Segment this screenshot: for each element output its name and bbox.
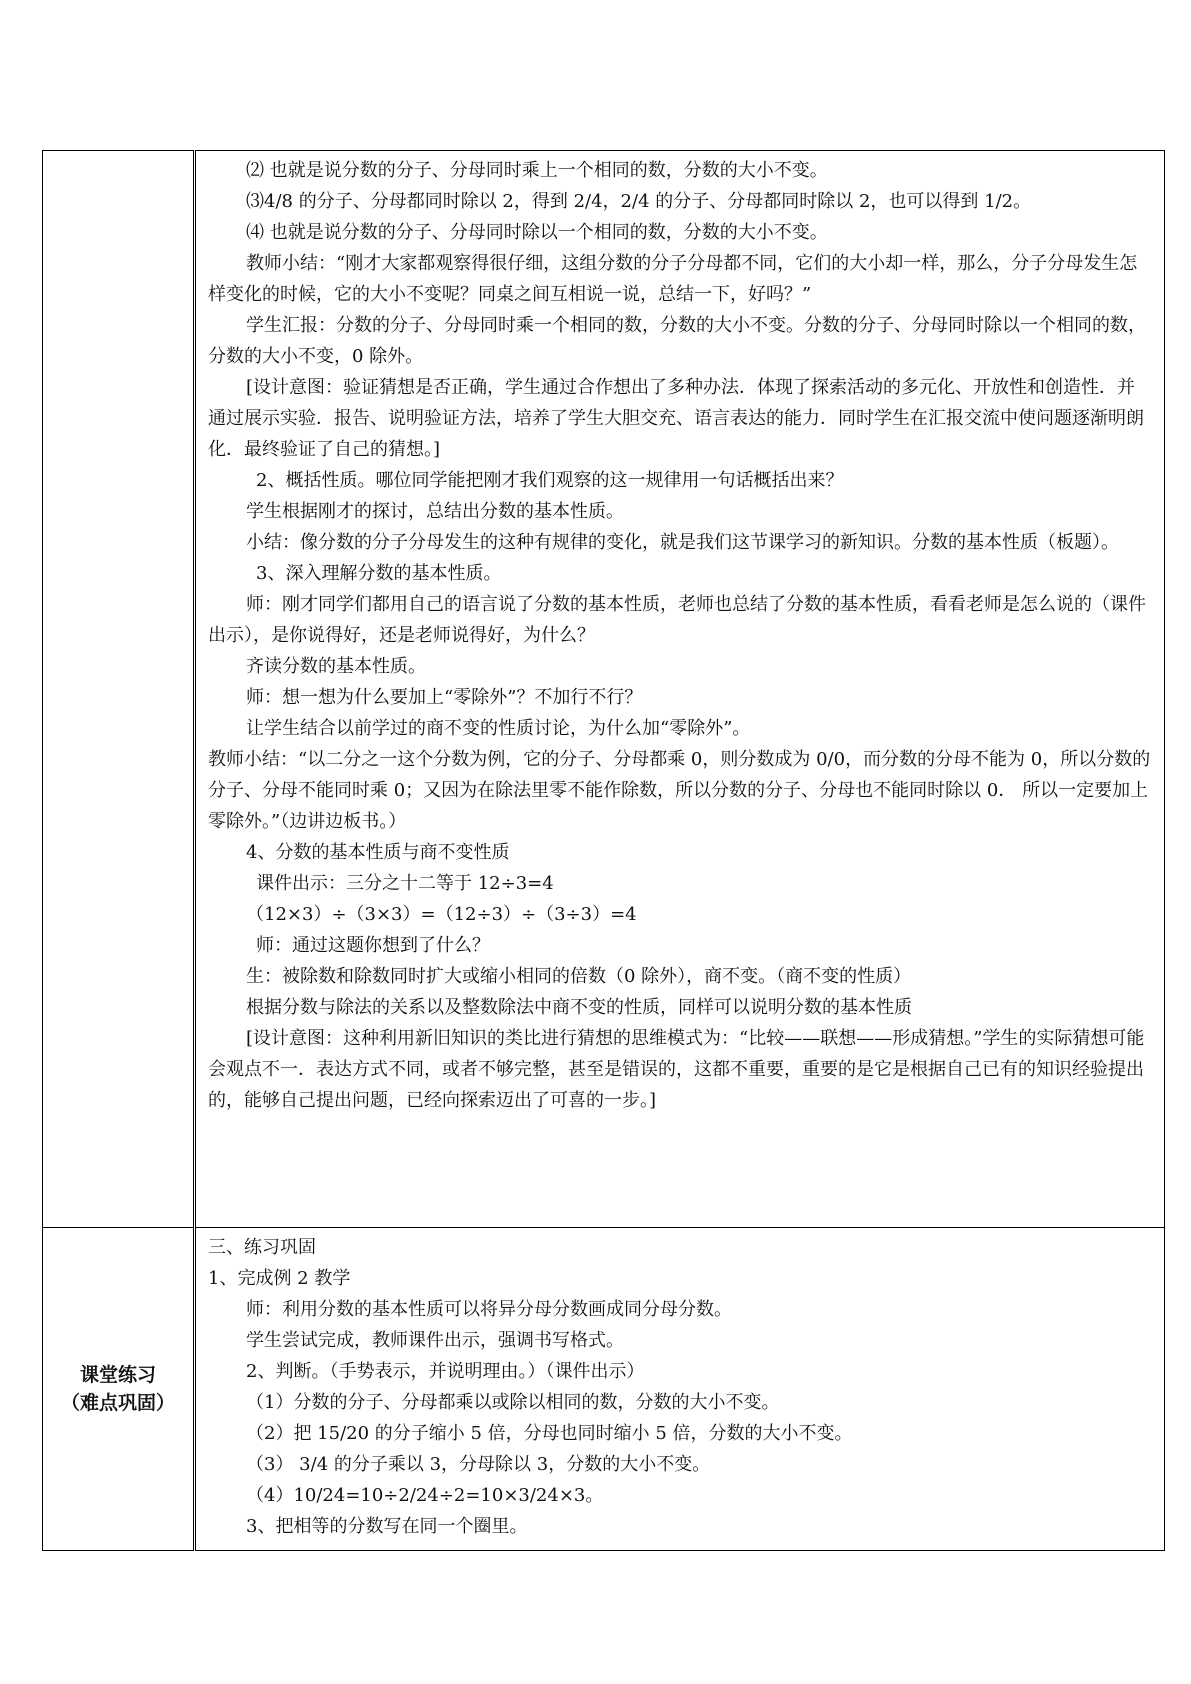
paragraph-line: （12×3）÷（3×3）=（12÷3）÷（3÷3）=4 [246, 904, 637, 925]
paragraph-line: [设计意图：这种利用新旧知识的类比进行猜想的思维模式为：“比较——联想——形成猜想。”学生的实际猜想可能会观点不一．表达方式不同，或者不够完整，甚至是错误的，这都不重要，重要的是它是根据自己已有的知识经验提出的，能够自己提出问题，已经向探索迈出了可喜的一步。] [208, 1028, 1145, 1111]
paragraph-line: （4）10/24=10÷2/24÷2=10×3/24×3。 [246, 1485, 604, 1506]
table-row [43, 151, 1165, 1228]
paragraph-line: ⑵ 也就是说分数的分子、分母同时乘上一个相同的数，分数的大小不变。 [246, 160, 828, 181]
paragraph-line: 学生尝试完成，教师课件出示，强调书写格式。 [246, 1330, 624, 1351]
paragraph-line: 齐读分数的基本性质。 [246, 656, 426, 677]
paragraph-line: 师：利用分数的基本性质可以将异分母分数画成同分母分数。 [246, 1299, 732, 1320]
paragraph-line: 教师小结：“刚才大家都观察得很仔细，这组分数的分子分母都不同，它们的大小却一样，那么，分子分母发生怎样变化的时候，它的大小不变呢？同桌之间互相说一说，总结一下，好吗？” [208, 253, 1138, 305]
paragraph-line: 教师小结：“以二分之一这个分数为例，它的分子、分母都乘 0，则分数成为 0/0，而分数的分母不能为 0，所以分数的分子、分母不能同时乘 0；又因为在除法里零不能作除数，所以分数的分子、分母也不能同时除以 0． 所以一定要加上零除外。”（边讲边板书。） [208, 749, 1151, 832]
paragraph-line: 师：通过这题你想到了什么？ [256, 935, 490, 956]
paragraph-line: 根据分数与除法的关系以及整数除法中商不变的性质，同样可以说明分数的基本性质 [246, 997, 912, 1018]
paragraph-line: （1）分数的分子、分母都乘以或除以相同的数，分数的大小不变。 [246, 1392, 780, 1413]
paragraph-line: 师：想一想为什么要加上“零除外”？不加行不行？ [246, 687, 643, 708]
paragraph-line: 小结：像分数的分子分母发生的这种有规律的变化，就是我们这节课学习的新知识。分数的基本性质（板题）。 [246, 532, 1119, 553]
paragraph-line: 三、练习巩固 [208, 1237, 316, 1258]
row-label-cell [43, 151, 195, 1228]
lesson-content-cell [195, 151, 1165, 1228]
lesson-plan-table [42, 150, 1165, 1551]
paragraph-line: 3、深入理解分数的基本性质。 [256, 563, 502, 584]
paragraph-line: ⑷ 也就是说分数的分子、分母同时除以一个相同的数，分数的大小不变。 [246, 222, 828, 243]
paragraph-line: （3） 3/4 的分子乘以 3，分母除以 3，分数的大小不变。 [246, 1454, 711, 1475]
table-row [43, 1228, 1165, 1551]
paragraph-line: 生：被除数和除数同时扩大或缩小相同的倍数（0 除外），商不变。（商不变的性质） [246, 966, 912, 987]
paragraph-line: 让学生结合以前学过的商不变的性质讨论，为什么加“零除外”。 [246, 718, 751, 739]
paragraph-line: 1、完成例 2 教学 [208, 1268, 351, 1289]
paragraph-line: ⑶4/8 的分子、分母都同时除以 2，得到 2/4，2/4 的分子、分母都同时除以 2，也可以得到 1/2。 [246, 191, 1032, 212]
paragraph-line: 学生汇报：分数的分子、分母同时乘一个相同的数，分数的大小不变。分数的分子、分母同时除以一个相同的数，分数的大小不变，0 除外。 [208, 315, 1146, 367]
row-label-cell [43, 1228, 195, 1551]
paragraph-line: 3、把相等的分数写在同一个圈里。 [246, 1516, 528, 1537]
paragraph-line: 4、分数的基本性质与商不变性质 [246, 842, 510, 863]
paragraph-line: 2、判断。（手势表示，并说明理由。）（课件出示） [246, 1361, 645, 1382]
paragraph-line: 学生根据刚才的探讨，总结出分数的基本性质。 [246, 501, 624, 522]
section-label-practice: 课堂练习 [79, 1364, 156, 1386]
paragraph-line: [设计意图：验证猜想是否正确，学生通过合作想出了多种办法．体现了探索活动的多元化、开放性和创造性．并通过展示实验．报告、说明验证方法，培养了学生大胆交充、语言表达的能力．同时学生在汇报交流中使问题逐渐明朗化．最终验证了自己的猜想。] [208, 377, 1144, 460]
practice-content-cell [195, 1228, 1165, 1551]
paragraph-line: 师：刚才同学们都用自己的语言说了分数的基本性质，老师也总结了分数的基本性质，看看老师是怎么说的（课件出示），是你说得好，还是老师说得好，为什么？ [208, 594, 1146, 646]
paragraph-line: 2、概括性质。哪位同学能把刚才我们观察的这一规律用一句话概括出来？ [256, 470, 844, 491]
paragraph-line: 课件出示：三分之十二等于 12÷3=4 [256, 873, 554, 894]
paragraph-line: （2）把 15/20 的分子缩小 5 倍，分母也同时缩小 5 倍，分数的大小不变。 [246, 1423, 853, 1444]
section-label-subtitle: （难点巩固） [60, 1392, 175, 1414]
